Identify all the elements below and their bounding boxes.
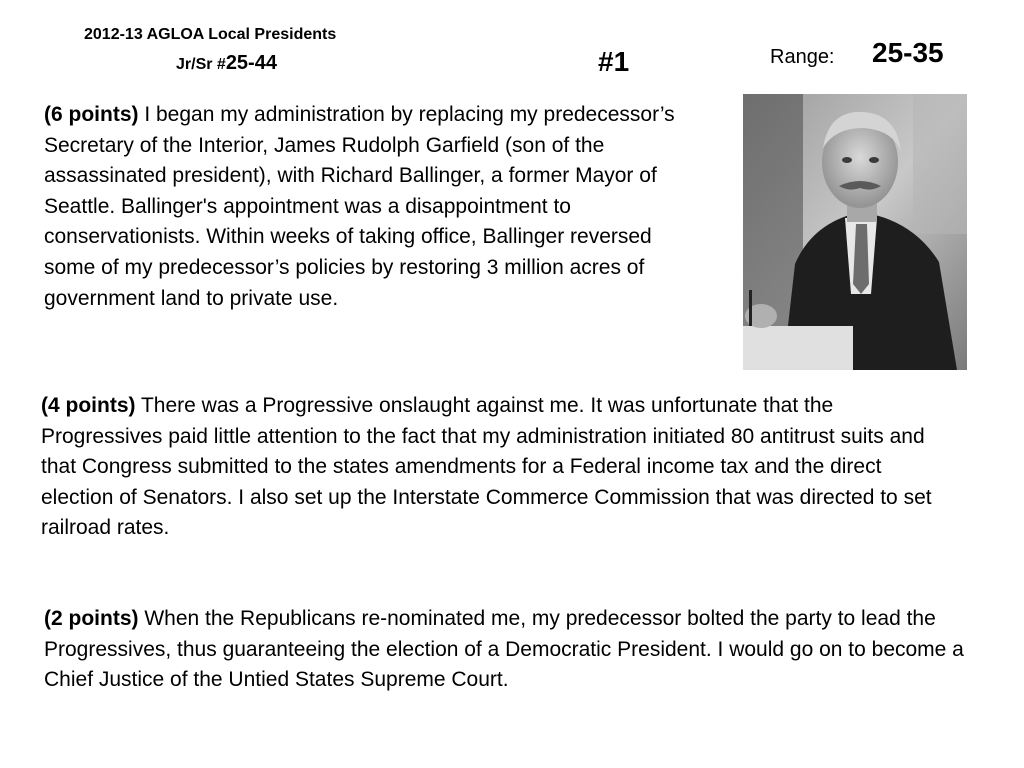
quiz-title: 2012-13 AGLOA Local Presidents (84, 26, 337, 43)
clue-points-label: (6 points) (44, 103, 139, 126)
subtitle-range: 25-44 (225, 52, 277, 74)
portrait-photo-icon (743, 94, 967, 370)
question-number: #1 (598, 46, 630, 77)
clue-text: I began my administration by replacing my predecessor’s Secretary of the Interior, James Rudolph Garfield (son of the assassinated president), with Richard Ballinger, a former Mayor of Seattle. Ballinger's appointment was a disappointment to conservationists. Within weeks of taking office, Ballinger reversed some of my predecessor’s policies by restoring 3 million acres of government land to private use. (44, 103, 675, 310)
clue-text: When the Republicans re-nominated me, my predecessor bolted the party to lead the Progressives, thus guaranteeing the election of a Democratic President. I would go on to become a Chief Justice of the Untied States Supreme Court. (44, 607, 964, 692)
clue-points-label: (2 points) (44, 607, 139, 630)
clue-points-label: (4 points) (41, 394, 136, 417)
quiz-subtitle (176, 50, 277, 78)
clue-4-points (41, 391, 941, 544)
range-label: Range: (770, 46, 835, 68)
clue-2-points (44, 604, 984, 696)
clue-6-points (44, 100, 694, 314)
range-value: 25-35 (872, 37, 944, 68)
subtitle-prefix: Jr/Sr # (176, 56, 226, 73)
clue-text: There was a Progressive onslaught against me. It was unfortunate that the Progressives paid little attention to the fact that my administration initiated 80 antitrust suits and that Congress submitted to the states amendments for a Federal income tax and the direct election of Senators. I also set up the Interstate Commerce Commission that was directed to set railroad rates. (41, 394, 932, 540)
